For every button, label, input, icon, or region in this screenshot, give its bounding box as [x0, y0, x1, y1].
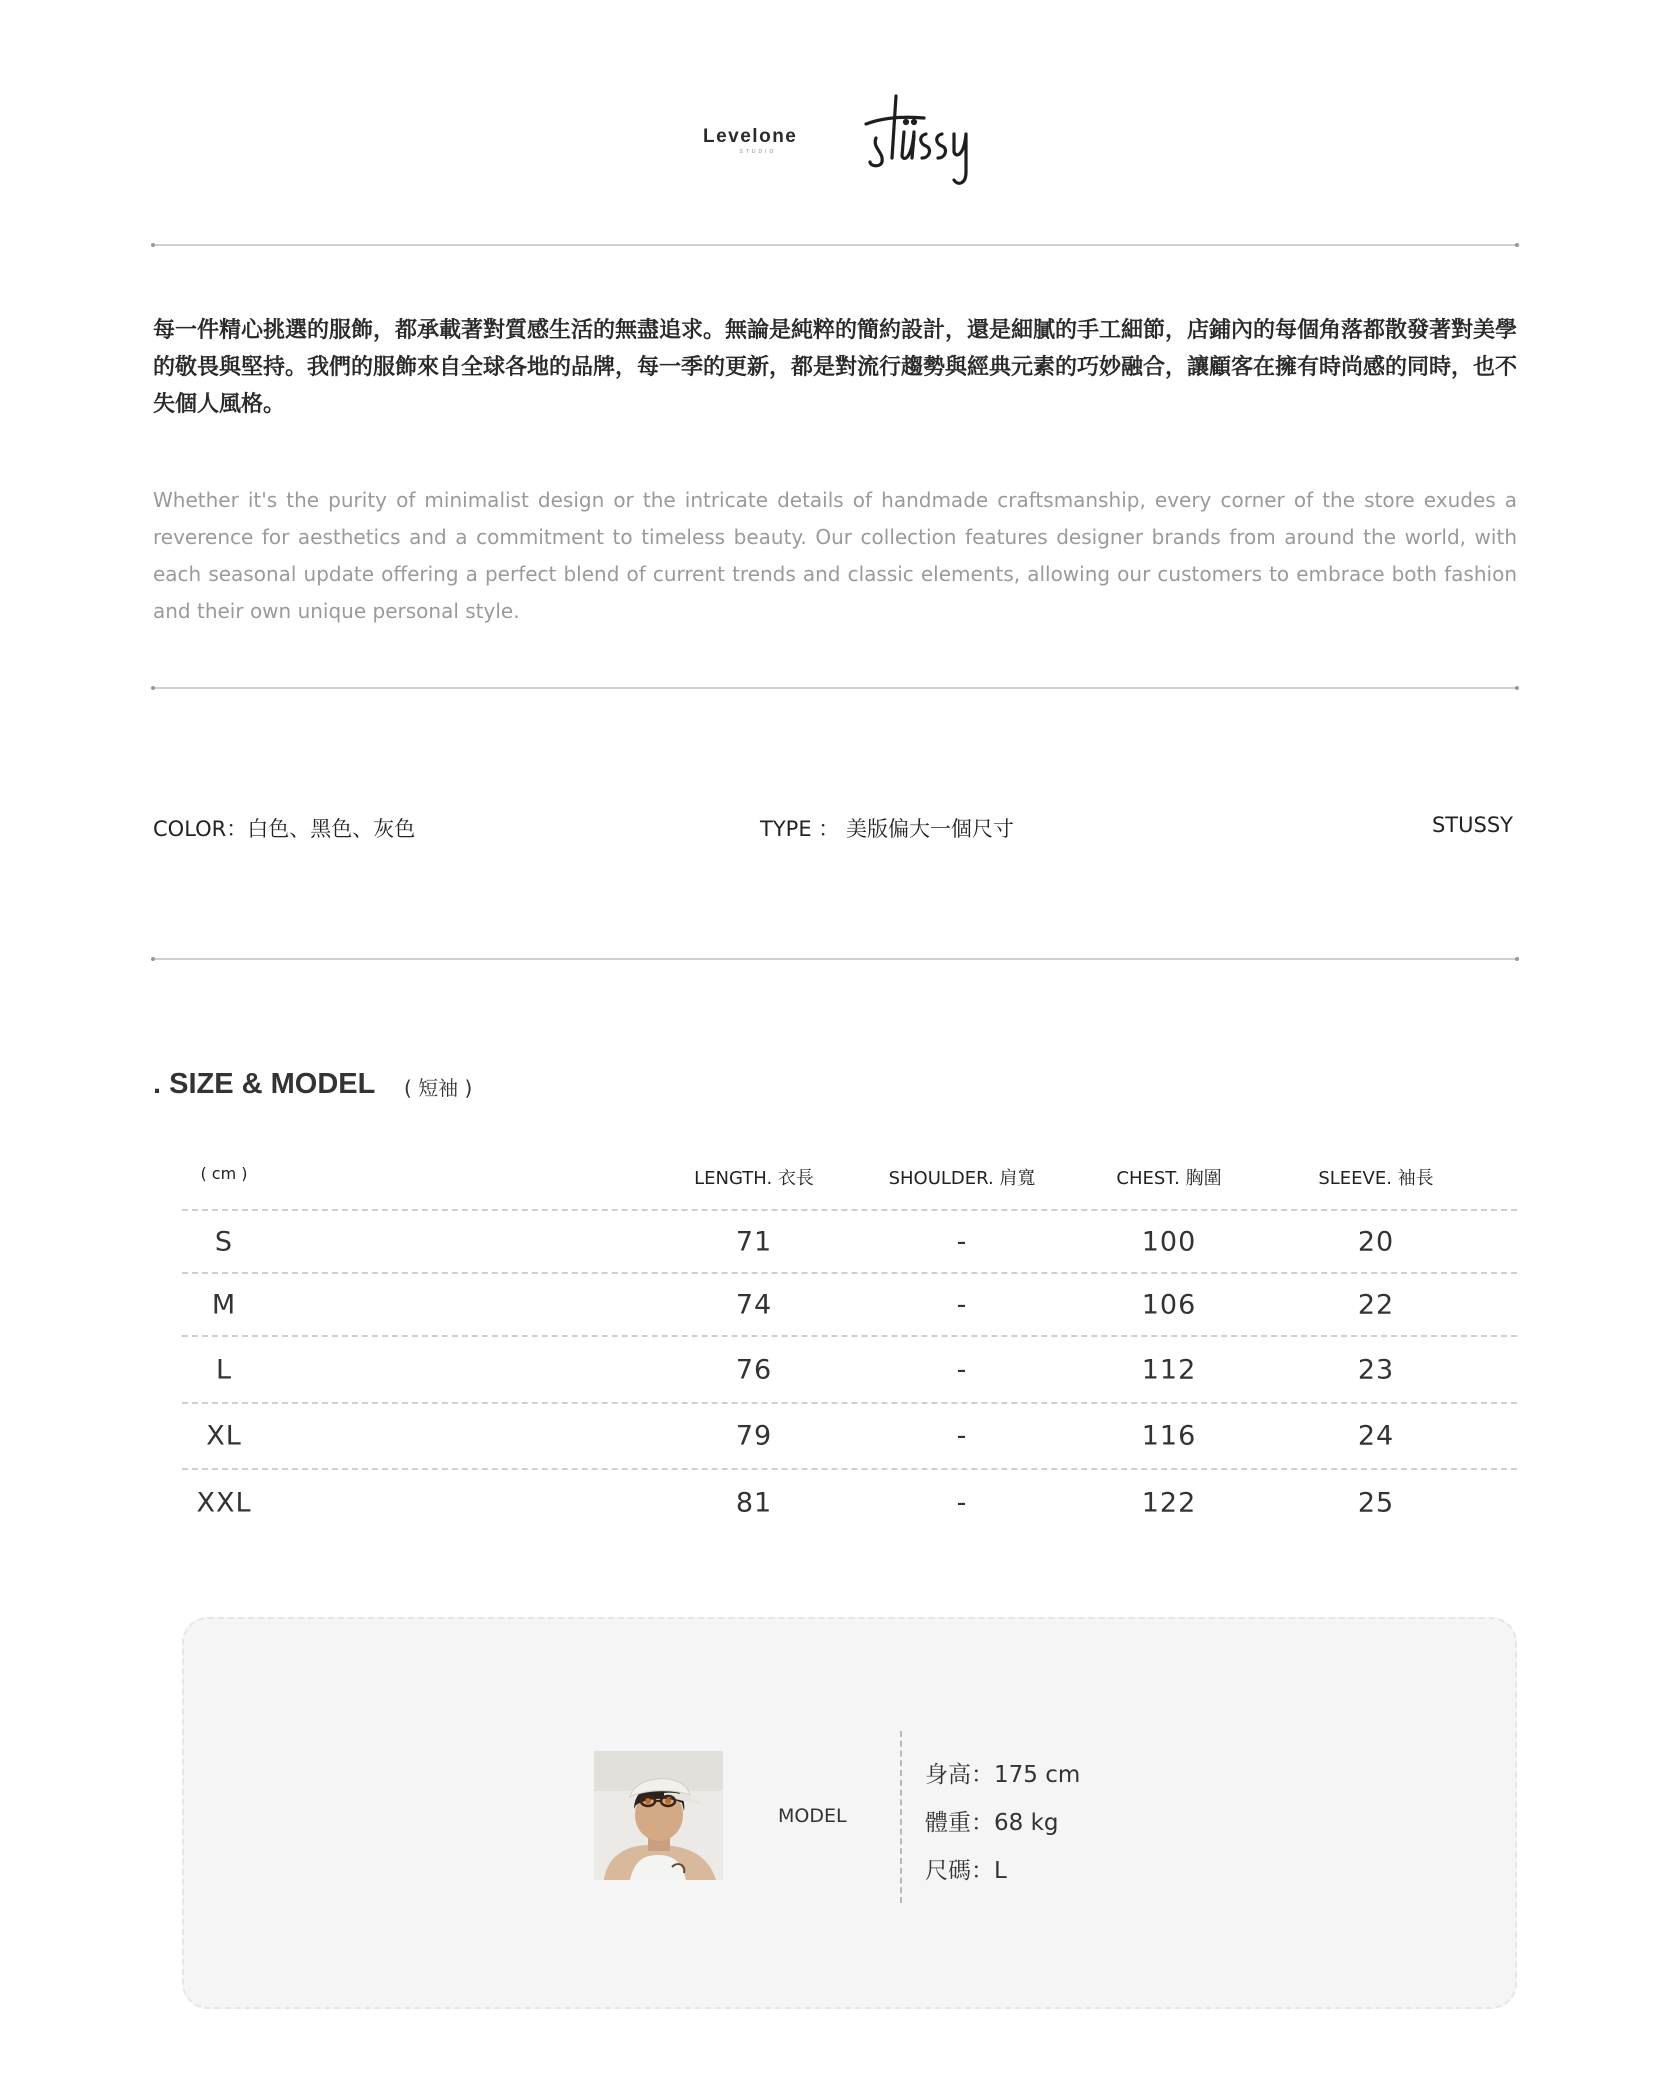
stussy-logo [862, 92, 974, 192]
intro-zh-paragraph: 每一件精心挑選的服飾，都承載著對質感生活的無盡追求。無論是純粹的簡約設計，還是細膩的手工細節，店鋪內的每個角落都散發著對美學的敬畏與堅持。我們的服飾來自全球各地的品牌，每一季的更新，都是對流行趨勢與經典元素的巧妙融合，讓顧客在擁有時尚感的同時，也不失個人風格。 [153, 318, 1518, 417]
model-photo [594, 1751, 723, 1880]
levelone-logo [703, 126, 819, 166]
header-shoulder: SHOULDER. 肩寬 [888, 1168, 1036, 1189]
info-type: TYPE ： 美版偏大一個尺寸 [760, 817, 1014, 841]
model-height: 身高：175 cm [925, 1762, 1081, 1788]
cell-chest: 112 [1141, 1354, 1197, 1385]
levelone-logo-sub: STUDIO [739, 149, 777, 155]
intro-en-paragraph: Whether it's the purity of minimalist design or the intricate details of handmade craftsmanship, every corner of the store exudes a reverence for aesthetics and a commitment to timeless beauty. Our collection features designer brands from around the world, with each seasonal update offering a perfect blend of current trends and classic elements, allowing our customers to embrace both fashion and their own unique personal style. [153, 488, 1517, 623]
info-color: COLOR：白色、黑色、灰色 [153, 817, 416, 841]
cell-shoulder: - [956, 1354, 968, 1385]
cell-length: 74 [735, 1289, 773, 1320]
cell-length: 76 [735, 1354, 773, 1385]
cell-size: XL [206, 1420, 242, 1452]
model-size: 尺碼：L [925, 1858, 1007, 1884]
brand-logos [0, 92, 1664, 202]
size-table [182, 1160, 1517, 1536]
size-table-header [182, 1160, 1517, 1209]
cell-size: L [215, 1354, 233, 1385]
table-row [182, 1335, 1517, 1402]
size-section-subtitle: ( 短袖 ) [404, 1076, 473, 1100]
table-row [182, 1468, 1517, 1536]
cell-shoulder: - [956, 1420, 968, 1452]
cell-chest: 106 [1141, 1289, 1197, 1320]
table-row [182, 1272, 1517, 1335]
cell-sleeve: 25 [1357, 1487, 1395, 1519]
table-row [182, 1402, 1517, 1468]
product-info-row [153, 813, 1517, 843]
header-length: LENGTH. 衣長 [694, 1168, 814, 1189]
header-sleeve: SLEEVE. 袖長 [1318, 1168, 1434, 1189]
model-stats [925, 1751, 1080, 1895]
divider-line [153, 244, 1517, 246]
cell-chest: 116 [1141, 1420, 1197, 1452]
model-divider [900, 1731, 902, 1903]
info-brand: STUSSY [1431, 813, 1513, 837]
divider-line [153, 958, 1517, 960]
cell-size: XXL [196, 1487, 252, 1519]
cell-sleeve: 24 [1357, 1420, 1395, 1452]
cell-chest: 100 [1141, 1226, 1197, 1257]
cell-shoulder: - [956, 1487, 968, 1519]
levelone-logo-word: Levelone [703, 126, 798, 147]
cell-size: M [211, 1289, 237, 1320]
cell-length: 81 [735, 1487, 773, 1519]
size-section-title: . SIZE & MODEL [153, 1068, 376, 1100]
table-row [182, 1209, 1517, 1272]
cell-sleeve: 22 [1357, 1289, 1395, 1320]
cell-length: 71 [735, 1226, 773, 1257]
header-chest: CHEST. 胸圍 [1116, 1168, 1222, 1189]
unit-label: ( cm ) [200, 1164, 248, 1183]
cell-sleeve: 23 [1357, 1354, 1395, 1385]
cell-shoulder: - [956, 1226, 968, 1257]
cell-chest: 122 [1141, 1487, 1197, 1519]
model-info-card [182, 1617, 1517, 2009]
model-label: MODEL [778, 1805, 847, 1827]
cell-size: S [214, 1226, 234, 1257]
cell-shoulder: - [956, 1289, 968, 1320]
cell-sleeve: 20 [1357, 1226, 1395, 1257]
divider-line [153, 687, 1517, 689]
model-weight: 體重：68 kg [925, 1810, 1059, 1836]
cell-length: 79 [735, 1420, 773, 1452]
